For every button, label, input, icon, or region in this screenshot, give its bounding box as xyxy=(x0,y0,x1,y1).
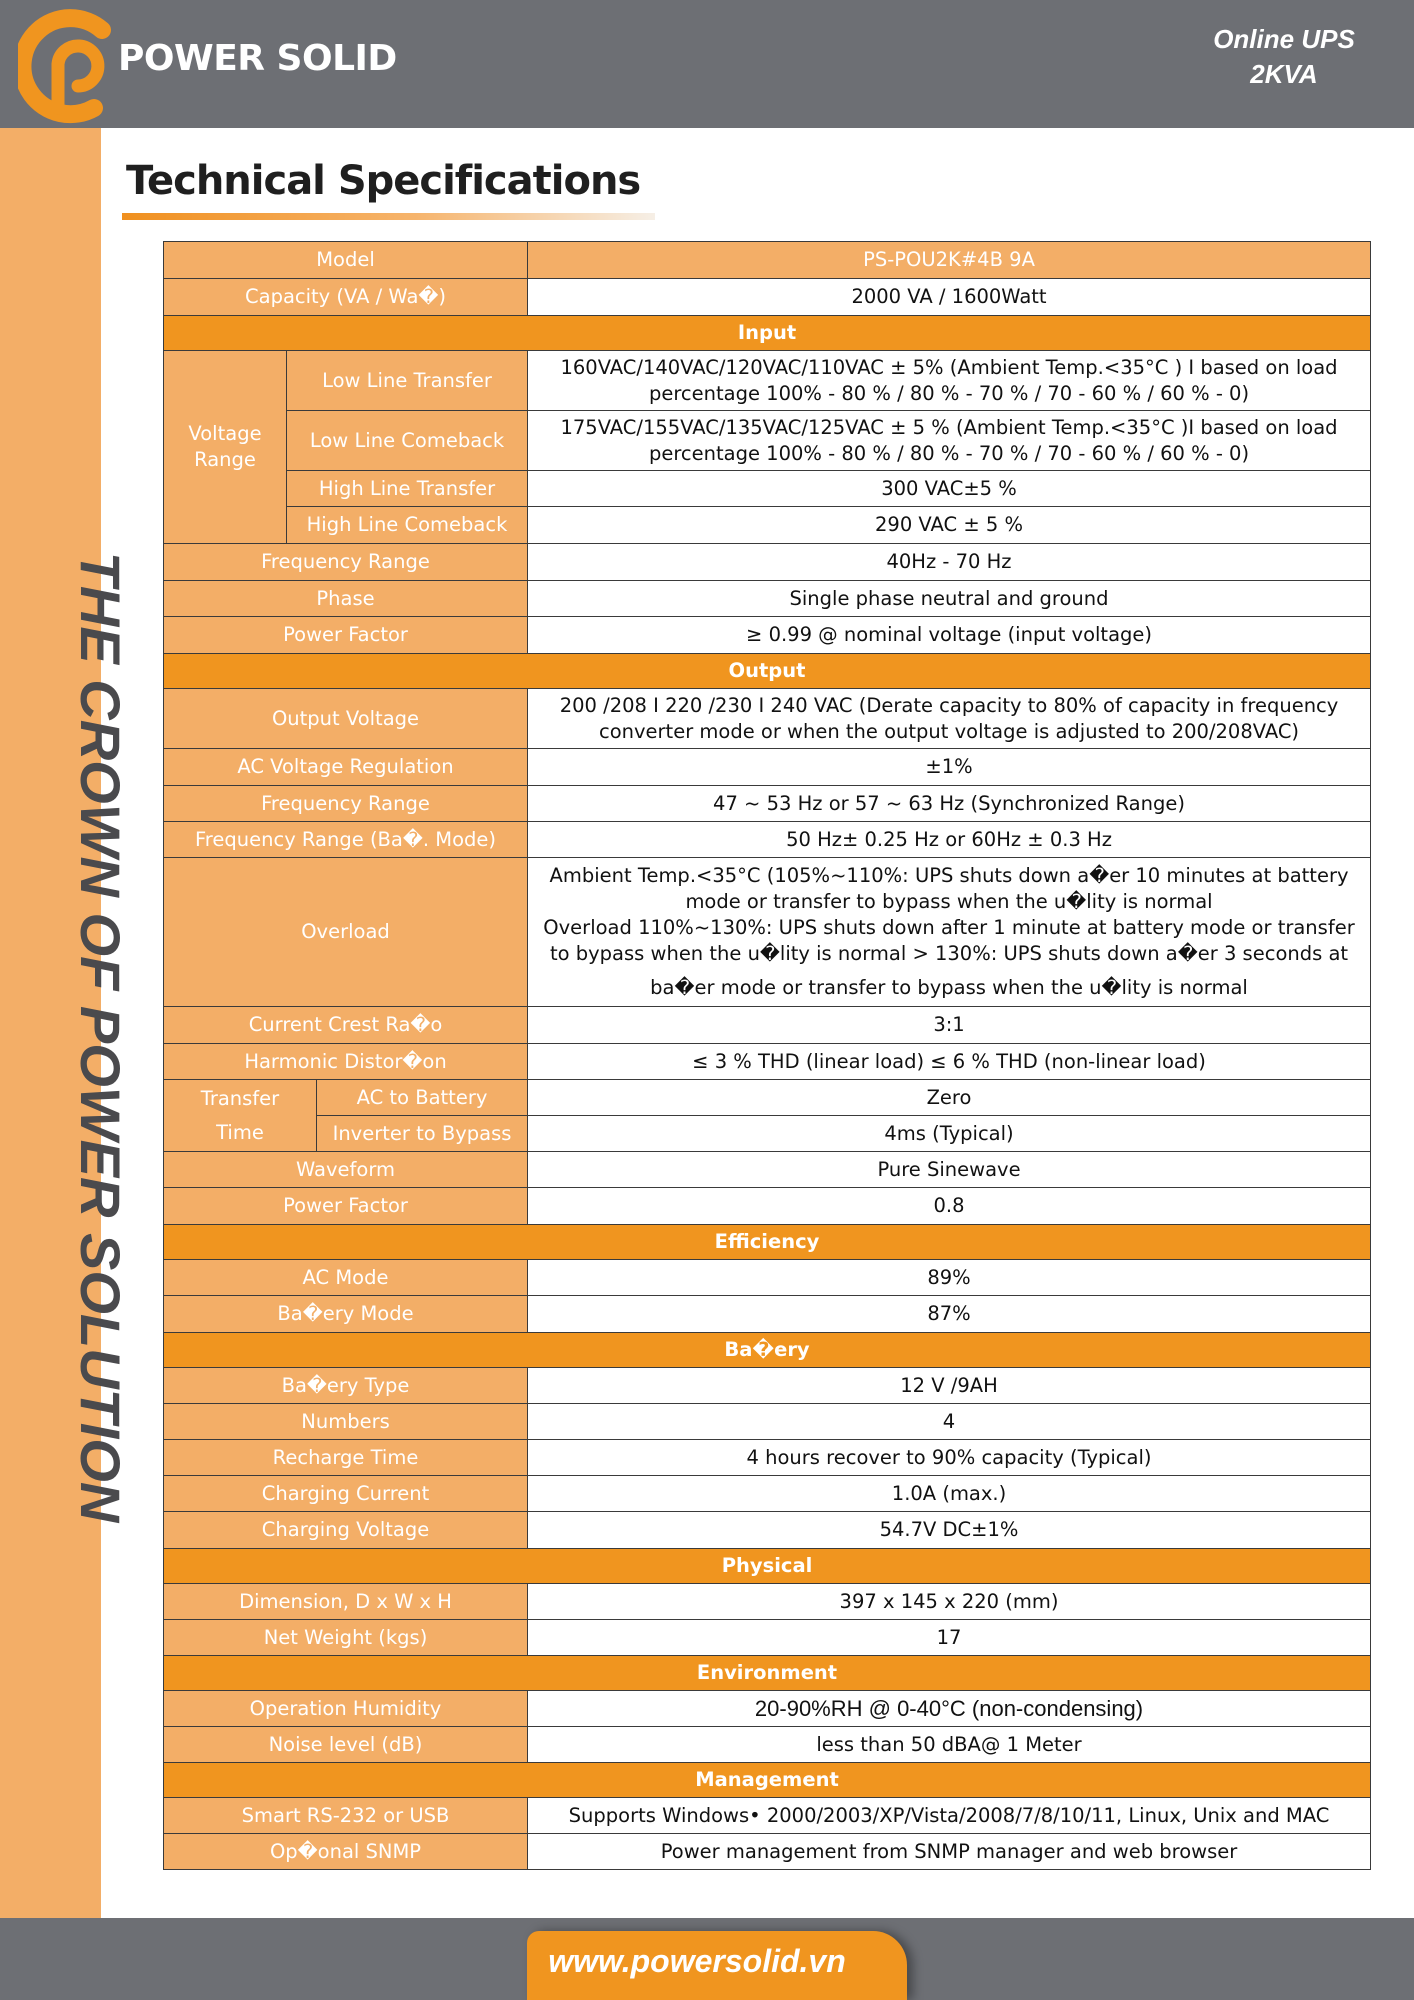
side-banner xyxy=(0,128,132,1918)
table-row xyxy=(164,471,1371,507)
battery-mode-value: 87% xyxy=(528,1296,1371,1333)
smart-rs232-label: Smart RS-232 or USB xyxy=(164,1798,528,1834)
recharge-time-label: Recharge Time xyxy=(164,1440,528,1476)
table-row xyxy=(164,1044,1371,1080)
section-header xyxy=(164,1763,1371,1798)
table-row xyxy=(164,1080,1371,1116)
waveform-value: Pure Sinewave xyxy=(528,1152,1371,1188)
high-line-transfer-label: High Line Transfer xyxy=(287,471,528,507)
section-header xyxy=(164,1333,1371,1368)
capacity-value: 2000 VA / 1600Watt xyxy=(528,279,1371,316)
capacity-label: Capacity (VA / Wa�) xyxy=(164,279,528,316)
table-row xyxy=(164,1188,1371,1225)
slogan-text: THE CROWN OF POWER SOLUTION xyxy=(69,551,132,1523)
table-row xyxy=(164,507,1371,544)
noise-level-label: Noise level (dB) xyxy=(164,1727,528,1763)
low-line-transfer-label: Low Line Transfer xyxy=(287,351,528,411)
ac-mode-label: AC Mode xyxy=(164,1260,528,1296)
overload-text-3: ba�er mode or transfer to bypass when the u�lity is normal xyxy=(650,976,1248,999)
dimension-value: 397 x 145 x 220 (mm) xyxy=(528,1584,1371,1620)
overload-label: Overload xyxy=(164,858,528,1007)
high-line-transfer-value: 300 VAC±5 % xyxy=(528,471,1371,507)
product-capacity: 2KVA xyxy=(1250,59,1318,89)
battery-type-label: Ba�ery Type xyxy=(164,1368,528,1404)
table-row xyxy=(164,1727,1371,1763)
output-voltage-label: Output Voltage xyxy=(164,689,528,749)
model-label: Model xyxy=(164,242,528,279)
overload-text-2: Overload 110%~130%: UPS shuts down after 1 minute at battery mode or transfer to bypass when the u�lity is normal > 130%: UPS shuts down a�er 3 seconds at xyxy=(543,916,1355,965)
overload-value xyxy=(528,858,1371,1007)
humidity-label: Operation Humidity xyxy=(164,1691,528,1727)
spec-table xyxy=(163,241,1371,1870)
table-row xyxy=(164,1440,1371,1476)
harmonic-distortion-label: Harmonic Distor�on xyxy=(164,1044,528,1080)
table-row xyxy=(164,1260,1371,1296)
net-weight-label: Net Weight (kgs) xyxy=(164,1620,528,1656)
crest-ratio-value: 3:1 xyxy=(528,1007,1371,1044)
table-row xyxy=(164,1834,1371,1870)
transfer-time-label-line: Time xyxy=(216,1120,264,1144)
battery-mode-label: Ba�ery Mode xyxy=(164,1296,528,1333)
voltage-regulation-value: ±1% xyxy=(528,749,1371,786)
phase-label: Phase xyxy=(164,581,528,617)
output-frequency-value: 47 ~ 53 Hz or 57 ~ 63 Hz (Synchronized Range) xyxy=(528,786,1371,822)
input-power-factor-value: ≥ 0.99 @ nominal voltage (input voltage) xyxy=(528,617,1371,654)
ac-to-battery-value: Zero xyxy=(528,1080,1371,1116)
page-header xyxy=(0,0,1414,128)
humidity-value: 20-90%RH @ 0-40°C (non-condensing) xyxy=(528,1691,1371,1727)
charging-voltage-label: Charging Voltage xyxy=(164,1512,528,1549)
output-section-title: Output xyxy=(164,654,1371,689)
low-line-comeback-value: 175VAC/155VAC/135VAC/125VAC ± 5 % (Ambient Temp.<35°C )I based on load percentage 100% - 80 % / 80 % - 70 % / 70 - 60 % / 60 % - 0) xyxy=(528,411,1371,471)
table-row xyxy=(164,1007,1371,1044)
table-row xyxy=(164,1512,1371,1549)
charging-current-value: 1.0A (max.) xyxy=(528,1476,1371,1512)
overload-text-1: Ambient Temp.<35°C (105%~110%: UPS shuts down a�er 10 minutes at battery mode or transfer to bypass when the u�lity is normal xyxy=(549,864,1349,913)
management-section-title: Management xyxy=(164,1763,1371,1798)
table-row xyxy=(164,242,1371,279)
table-row xyxy=(164,1798,1371,1834)
website-tab xyxy=(527,1931,907,2000)
table-row xyxy=(164,1368,1371,1404)
battery-numbers-value: 4 xyxy=(528,1404,1371,1440)
low-line-comeback-label: Low Line Comeback xyxy=(287,411,528,471)
output-voltage-value: 200 /208 I 220 /230 I 240 VAC (Derate capacity to 80% of capacity in frequency converter mode or when the output voltage is adjusted to 200/208VAC) xyxy=(528,689,1371,749)
output-frequency-label: Frequency Range xyxy=(164,786,528,822)
transfer-time-label-line: Transfer xyxy=(200,1086,280,1110)
table-row xyxy=(164,749,1371,786)
table-row xyxy=(164,1476,1371,1512)
efficiency-section-title: Efficiency xyxy=(164,1225,1371,1260)
table-row xyxy=(164,822,1371,858)
optional-snmp-label: Op�onal SNMP xyxy=(164,1834,528,1870)
phase-value: Single phase neutral and ground xyxy=(528,581,1371,617)
product-title xyxy=(1164,22,1404,92)
table-row xyxy=(164,1296,1371,1333)
environment-section-title: Environment xyxy=(164,1656,1371,1691)
table-row xyxy=(164,581,1371,617)
table-row xyxy=(164,351,1371,411)
table-row xyxy=(164,544,1371,581)
table-row xyxy=(164,1116,1371,1152)
battery-numbers-label: Numbers xyxy=(164,1404,528,1440)
low-line-transfer-value: 160VAC/140VAC/120VAC/110VAC ± 5% (Ambient Temp.<35°C ) I based on load percentage 100% - 80 % / 80 % - 70 % / 70 - 60 % / 60 % - 0) xyxy=(528,351,1371,411)
table-row xyxy=(164,689,1371,749)
voltage-range-label: Voltage Range xyxy=(164,351,287,544)
output-power-factor-value: 0.8 xyxy=(528,1188,1371,1225)
section-header xyxy=(164,1656,1371,1691)
inverter-to-bypass-label: Inverter to Bypass xyxy=(317,1116,528,1152)
waveform-label: Waveform xyxy=(164,1152,528,1188)
website-url[interactable]: www.powersolid.vn xyxy=(548,1943,846,1979)
input-section-title: Input xyxy=(164,316,1371,351)
dimension-label: Dimension, D x W x H xyxy=(164,1584,528,1620)
section-header xyxy=(164,1549,1371,1584)
recharge-time-value: 4 hours recover to 90% capacity (Typical) xyxy=(528,1440,1371,1476)
charging-current-label: Charging Current xyxy=(164,1476,528,1512)
section-header xyxy=(164,1225,1371,1260)
battery-type-value: 12 V /9AH xyxy=(528,1368,1371,1404)
harmonic-distortion-value: ≤ 3 % THD (linear load) ≤ 6 % THD (non-linear load) xyxy=(528,1044,1371,1080)
high-line-comeback-label: High Line Comeback xyxy=(287,507,528,544)
input-frequency-value: 40Hz - 70 Hz xyxy=(528,544,1371,581)
power-solid-logo-icon xyxy=(18,4,133,126)
inverter-to-bypass-value: 4ms (Typical) xyxy=(528,1116,1371,1152)
table-row xyxy=(164,858,1371,1007)
table-row xyxy=(164,1152,1371,1188)
output-power-factor-label: Power Factor xyxy=(164,1188,528,1225)
voltage-regulation-label: AC Voltage Regulation xyxy=(164,749,528,786)
table-row xyxy=(164,279,1371,316)
title-underline xyxy=(122,213,655,220)
battery-section-title: Ba�ery xyxy=(164,1333,1371,1368)
high-line-comeback-value: 290 VAC ± 5 % xyxy=(528,507,1371,544)
table-row xyxy=(164,617,1371,654)
table-row xyxy=(164,1404,1371,1440)
section-header xyxy=(164,654,1371,689)
table-row xyxy=(164,1584,1371,1620)
table-row xyxy=(164,1691,1371,1727)
noise-level-value: less than 50 dBA@ 1 Meter xyxy=(528,1727,1371,1763)
page-title: Technical Specifications xyxy=(126,158,641,204)
table-row xyxy=(164,411,1371,471)
section-header xyxy=(164,316,1371,351)
optional-snmp-value: Power management from SNMP manager and web browser xyxy=(528,1834,1371,1870)
ac-to-battery-label: AC to Battery xyxy=(317,1080,528,1116)
input-frequency-label: Frequency Range xyxy=(164,544,528,581)
input-power-factor-label: Power Factor xyxy=(164,617,528,654)
physical-section-title: Physical xyxy=(164,1549,1371,1584)
model-value: PS-POU2K#4B 9A xyxy=(528,242,1371,279)
battery-frequency-label: Frequency Range (Ba�. Mode) xyxy=(164,822,528,858)
table-row xyxy=(164,786,1371,822)
transfer-time-label xyxy=(164,1080,317,1152)
smart-rs232-value: Supports Windows• 2000/2003/XP/Vista/2008/7/8/10/11, Linux, Unix and MAC xyxy=(528,1798,1371,1834)
brand-name: POWER SOLID xyxy=(118,38,397,79)
charging-voltage-value: 54.7V DC±1% xyxy=(528,1512,1371,1549)
product-line: Online UPS xyxy=(1213,24,1355,54)
net-weight-value: 17 xyxy=(528,1620,1371,1656)
battery-frequency-value: 50 Hz± 0.25 Hz or 60Hz ± 0.3 Hz xyxy=(528,822,1371,858)
table-row xyxy=(164,1620,1371,1656)
crest-ratio-label: Current Crest Ra�o xyxy=(164,1007,528,1044)
ac-mode-value: 89% xyxy=(528,1260,1371,1296)
